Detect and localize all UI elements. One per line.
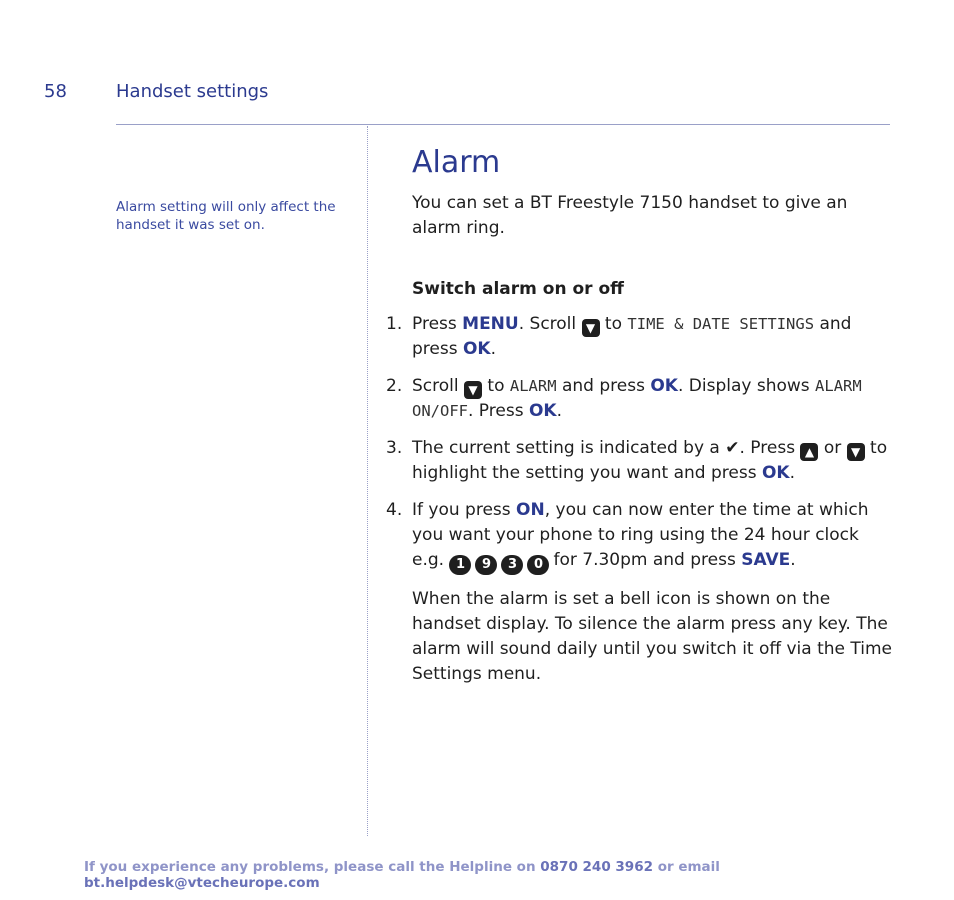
ok-key-label: OK xyxy=(462,339,491,359)
column-divider xyxy=(367,126,368,836)
keypad-1-icon: 1 xyxy=(449,555,471,575)
step-text: . Scroll xyxy=(518,314,582,334)
footer-helpline xyxy=(84,859,954,891)
step-text: Press xyxy=(412,314,463,334)
page-number: 58 xyxy=(44,81,67,102)
subheading: Switch alarm on or off xyxy=(412,279,624,299)
helpline-phone: 0870 240 3962 xyxy=(540,859,653,875)
step-2 xyxy=(386,374,892,424)
check-icon: ✔ xyxy=(725,438,740,458)
section-title: Handset settings xyxy=(116,81,269,102)
step-text: . Display shows xyxy=(677,376,816,396)
display-text: ALARM ON/OFF xyxy=(412,377,862,420)
intro-paragraph: You can set a BT Freestyle 7150 handset to give an alarm ring. xyxy=(412,193,848,238)
steps-list xyxy=(386,312,892,575)
menu-key-label: MENU xyxy=(462,314,519,334)
step-text: The current setting is indicated by a xyxy=(412,438,726,458)
scroll-down-icon: ▼ xyxy=(847,443,865,461)
closing-paragraph: When the alarm is set a bell icon is shown on the handset display. To silence the alarm press any key. The alarm will sound daily until you switch it off via the Time Settings menu. xyxy=(412,589,893,684)
helpdesk-email: bt.helpdesk@vtecheurope.com xyxy=(84,875,320,891)
keypad-0-icon: 0 xyxy=(527,555,549,575)
step-number: 1. xyxy=(386,314,403,334)
step-3 xyxy=(386,436,892,486)
display-text: ALARM xyxy=(509,377,557,395)
on-key-label: ON xyxy=(516,500,545,520)
step-number: 2. xyxy=(386,376,403,396)
ok-key-label: OK xyxy=(761,463,790,483)
step-text: and press xyxy=(412,314,852,359)
step-text: . xyxy=(556,401,562,421)
keypad-3-icon: 3 xyxy=(501,555,523,575)
display-text: TIME & DATE SETTINGS xyxy=(627,315,815,333)
step-text: to xyxy=(599,314,628,334)
step-number: 4. xyxy=(386,500,403,520)
step-text: . xyxy=(790,550,796,570)
ok-key-label: OK xyxy=(650,376,678,396)
page-title: Alarm xyxy=(412,145,501,180)
step-1 xyxy=(386,312,892,362)
footer-text: If you experience any problems, please call the Helpline on xyxy=(84,859,541,875)
ok-key-label: OK xyxy=(528,401,557,421)
step-text: . Press xyxy=(739,438,801,458)
side-note: Alarm setting will only affect the handset it was set on. xyxy=(116,199,336,233)
header-divider xyxy=(116,124,890,125)
step-4 xyxy=(386,498,892,575)
step-text: , you can now enter the time at which you want your phone to ring using the 24 hour clock e.g. xyxy=(412,500,869,570)
step-text: to xyxy=(482,376,510,396)
step-text: and press xyxy=(556,376,651,396)
step-text: Scroll xyxy=(412,376,465,396)
step-text: . xyxy=(789,463,795,483)
step-text: or xyxy=(818,438,847,458)
step-text: . xyxy=(490,339,497,359)
step-text: If you press xyxy=(412,500,517,520)
keypad-9-icon: 9 xyxy=(475,555,497,575)
step-text: to highlight the setting you want and press xyxy=(412,438,888,483)
step-text: . Press xyxy=(468,401,529,421)
scroll-down-icon: ▼ xyxy=(582,319,600,337)
main-content xyxy=(386,143,893,687)
save-key-label: SAVE xyxy=(741,550,791,570)
step-number: 3. xyxy=(386,438,403,458)
step-text: for 7.30pm and press xyxy=(553,550,742,570)
scroll-down-icon: ▼ xyxy=(464,381,482,399)
scroll-up-icon: ▲ xyxy=(800,443,818,461)
footer-text: or email xyxy=(653,859,720,875)
